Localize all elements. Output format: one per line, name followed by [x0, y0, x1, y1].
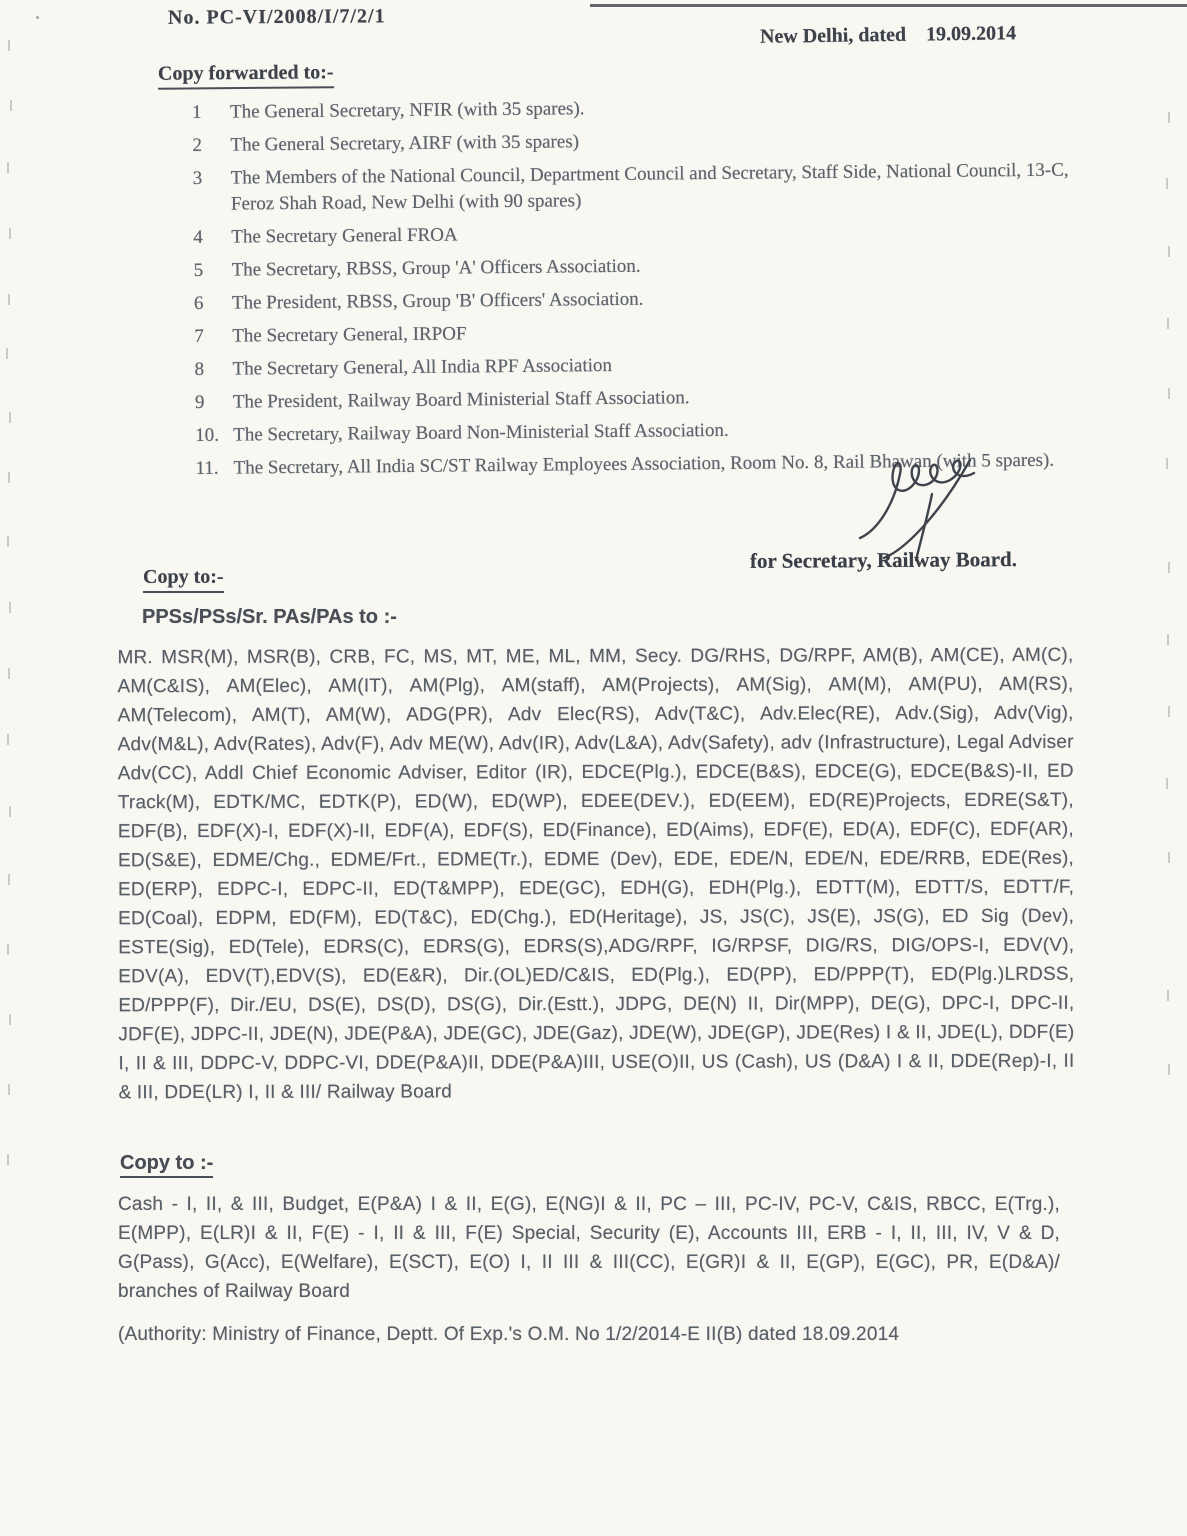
item-number: 7	[194, 325, 204, 347]
list-item	[194, 348, 1096, 383]
scan-artifact	[1168, 1064, 1170, 1075]
scan-artifact	[9, 602, 11, 613]
scan-artifact	[8, 874, 10, 885]
scan-artifact	[8, 472, 10, 483]
scan-artifact	[7, 944, 9, 955]
copy-forwarded-list	[192, 91, 1098, 489]
scan-artifact	[1166, 778, 1168, 789]
scan-artifact	[1167, 318, 1169, 329]
copy-to-heading: Copy to:-	[143, 566, 224, 593]
item-number: 6	[193, 292, 204, 314]
scan-artifact	[10, 100, 12, 111]
item-number: 2	[192, 134, 203, 156]
list-item	[194, 315, 1096, 350]
pps-subheading: PPSs/PSs/Sr. PAs/PAs to :-	[142, 606, 397, 628]
scan-artifact	[1168, 112, 1170, 123]
item-text: The General Secretary, AIRF (with 35 spares)	[230, 131, 580, 156]
item-number: 5	[193, 259, 204, 281]
item-text: The Secretary General, All India RPF Association	[232, 354, 613, 380]
scan-artifact	[1168, 246, 1170, 257]
scan-artifact	[6, 348, 8, 359]
scan-artifact	[7, 162, 9, 173]
item-text: The Secretary General FROA	[231, 224, 458, 248]
item-text: The Secretary, RBSS, Group 'A' Officers Association.	[231, 255, 641, 281]
distribution-list-secondary: Cash - I, II, & III, Budget, E(P&A) I & II, E(G), E(NG)I & II, PC – III, PC-IV, PC-V, C&IS, RBCC, E(Trg.), E(MPP), E(LR)I & II, F(E) - I, II & III, F(E) Special, Security (E), Accounts III, ERB - I, II, III, IV, V & D, G(Pass), G(Acc), E(Welfare), E(SCT), E(O) I, II III & III(CC), E(GR)I & II, E(GP), E(GC), PR, E(D&A)/ branches of Railway Board	[118, 1194, 1060, 1302]
scan-artifact	[1166, 458, 1168, 469]
signed-by-line: for Secretary, Railway Board.	[749, 547, 1018, 573]
scan-artifact	[9, 1014, 11, 1025]
item-text: The General Secretary, NFIR (with 35 spares).	[230, 98, 585, 123]
list-item	[194, 249, 1096, 284]
list-item	[192, 91, 1094, 126]
item-number: 10.	[195, 424, 220, 446]
item-text: The Secretary, Railway Board Non-Ministerial Staff Association.	[233, 419, 729, 446]
item-text: The Secretary, All India SC/ST Railway Employees Association, Room No. 8, Rail Bhawan (with 5 spares).	[233, 449, 1055, 479]
scan-artifact	[7, 734, 9, 745]
scan-artifact	[7, 1154, 9, 1165]
authority-line: (Authority: Ministry of Finance, Deptt. Of Exp.'s O.M. No 1/2/2014-E II(B) dated 18.09.2014	[118, 1324, 900, 1345]
scan-artifact	[8, 668, 10, 679]
item-number: 11.	[195, 457, 219, 479]
scan-artifact	[1168, 562, 1170, 573]
item-number: 1	[192, 101, 202, 123]
item-text: The President, Railway Board Ministerial Staff Association.	[232, 387, 690, 413]
scan-artifact	[36, 16, 39, 19]
scan-artifact	[8, 40, 10, 51]
scan-artifact	[1166, 178, 1168, 189]
item-number: 3	[192, 167, 203, 189]
item-text: The President, RBSS, Group 'B' Officers' Association.	[231, 288, 644, 314]
scan-artifact	[8, 1084, 10, 1095]
copy-to-secondary-heading: Copy to :-	[120, 1152, 213, 1178]
item-number: 4	[193, 226, 203, 248]
scan-artifact	[1167, 990, 1169, 1001]
scan-artifact	[9, 412, 11, 423]
date-line: New Delhi, dated 19.09.2014	[759, 22, 1017, 48]
scan-artifact	[7, 536, 9, 547]
list-item	[193, 216, 1095, 251]
reference-number: No. PC-VI/2008/I/7/2/1	[167, 5, 386, 29]
list-item	[193, 157, 1095, 218]
scan-artifact	[1168, 388, 1170, 399]
item-number: 8	[194, 358, 205, 380]
distribution-list-primary: MR. MSR(M), MSR(B), CRB, FC, MS, MT, ME, ML, MM, Secy. DG/RHS, DG/RPF, AM(B), AM(CE), AM(C), AM(C&IS), AM(Elec), AM(IT), AM(Plg), AM(staff), AM(Projects), AM(Sig), AM(M), AM(PU), AM(RS), AM(Telecom), AM(T), AM(W), ADG(PR), Adv Elec(RS), Adv(T&C), Adv.Elec(RE), Adv.(Sig), Adv(Vig), Adv(M&L), Adv(Rates), Adv(F), Adv ME(W), Adv(IR), Adv(L&A), Adv(Safety), adv (Infrastructure), Legal Adviser Adv(CC), Addl Chief Economic Adviser, Editor (IR), EDCE(Plg.), EDCE(B&S), EDCE(G), EDCE(B&S)-II, ED Track(M), EDTK/MC, EDTK(P), ED(W), ED(WP), EDEE(DEV.), ED(EEM), ED(RE)Projects, EDRE(S&T), EDF(B), EDF(X)-I, EDF(X)-II, EDF(A), EDF(S), ED(Finance), ED(Aims), EDF(E), ED(A), EDF(C), EDF(AR), ED(S&E), EDME/Chg., EDME/Frt., EDME(Tr.), EDME (Dev), EDE, EDE/N, EDE/N, EDE/RRB, EDE(Res), ED(ERP), EDPC-I, EDPC-II, ED(T&MPP), EDE(GC), EDH(G), EDH(Plg.), EDTT(M), EDTT/S, EDTT/F, ED(Coal), EDPM, ED(FM), ED(T&C), ED(Chg.), ED(Heritage), JS, JS(C), JS(E), JS(G), ED Sig (Dev), ESTE(Sig), ED(Tele), EDRS(C), EDRS(G), EDRS(S),ADG/RPF, IG/RPSF, DIG/RS, DIG/OPS-I, EDV(V), EDV(A), EDV(T),EDV(S), ED(E&R), Dir.(OL)ED/C&IS, ED(Plg.), ED(PP), ED/PPP(T), ED(Plg.)LRDSS, ED/PPP(F), Dir./EU, DS(E), DS(D), DS(G), Dir.(Estt.), JDPG, DE(N) II, Dir(MPP), DE(G), DPC-I, DPC-II, JDF(E), JDPC-II, JDE(N), JDE(P&A), JDE(GC), JDE(Gaz), JDE(W), JDE(GP), JDE(Res) I & II, JDE(L), DDF(E) I, II & III, DDPC-V, DDPC-VI, DDE(P&A)II, DDE(P&A)III, USE(O)II, US (Cash), US (D&A) I & II, DDE(Rep)-I, II & III, DDE(LR) I, II & III/ Railway Board	[117, 644, 1075, 1104]
scan-artifact	[1168, 852, 1170, 863]
scan-artifact	[8, 294, 10, 305]
item-text: The Secretary General, IRPOF	[232, 323, 467, 347]
item-number: 9	[194, 391, 205, 413]
scan-artifact	[9, 228, 11, 239]
list-item	[194, 282, 1096, 317]
list-item	[192, 124, 1094, 159]
item-text: The Members of the National Council, Department Council and Secretary, Staff Side, National Council, 13-C, Feroz Shah Road, New Delhi (with 90 spares)	[230, 159, 1069, 215]
scan-artifact	[1167, 634, 1169, 645]
scan-artifact	[1168, 706, 1170, 717]
copy-forwarded-heading: Copy forwarded to:-	[158, 61, 334, 90]
top-rule-divider	[590, 4, 1187, 7]
scan-artifact	[9, 806, 11, 817]
list-item	[195, 381, 1097, 416]
